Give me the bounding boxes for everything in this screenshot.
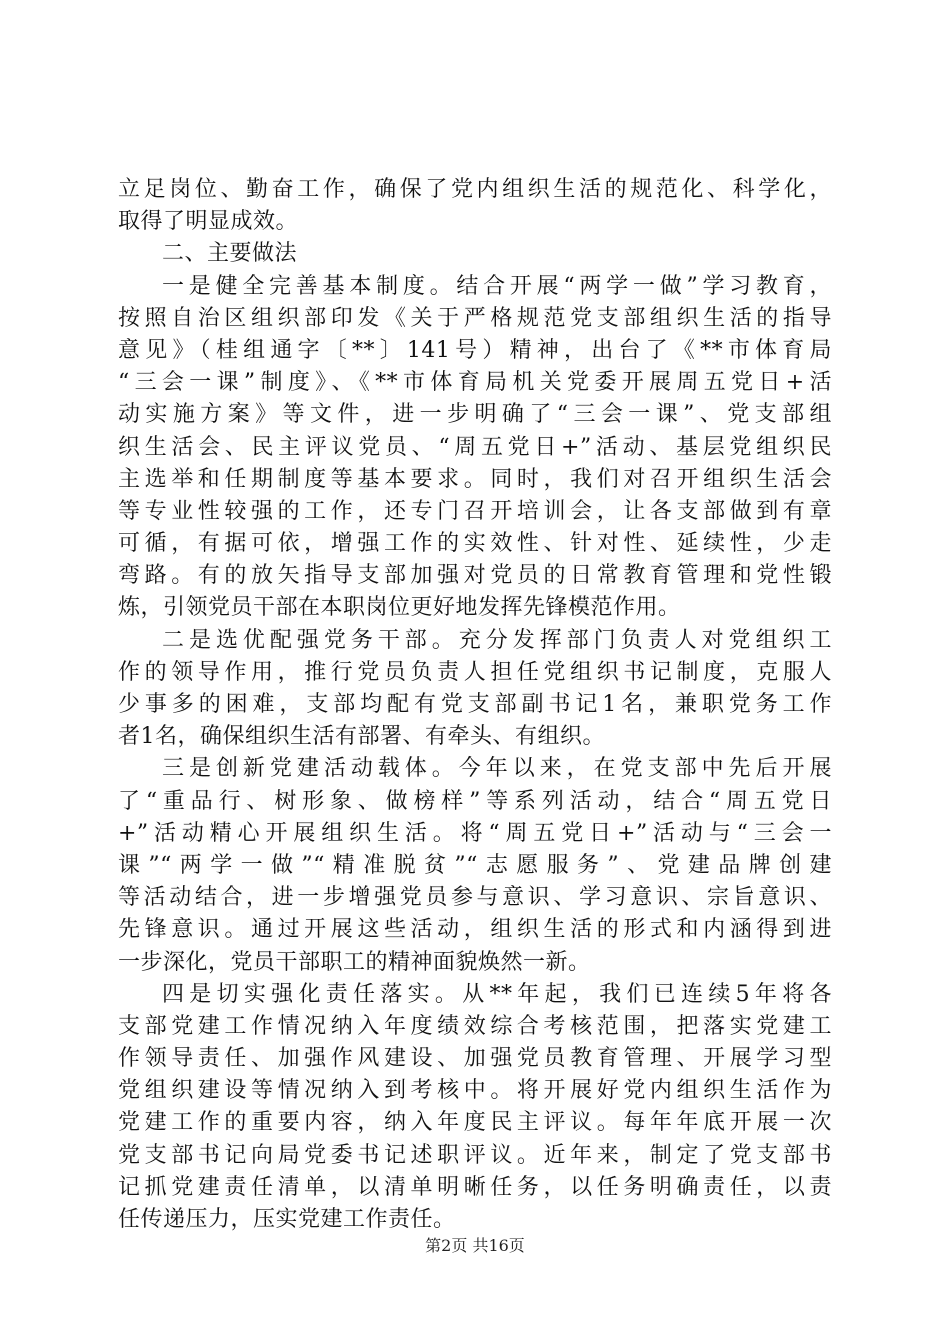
text-line: +”活动精心开展组织生活。将“周五党日+”活动与“三会一	[118, 820, 832, 846]
text-line: 少事多的困难，支部均配有党支部副书记1名，兼职党务工作	[118, 692, 832, 717]
text-line: 织生活会、民主评议党员、“周五党日+”活动、基层党组织民	[118, 434, 832, 460]
text-line: 等专业性较强的工作，还专门召开培训会，让各支部做到有章	[118, 498, 832, 524]
text-line: 主选举和任期制度等基本要求。同时，我们对召开组织生活会	[118, 466, 832, 492]
text-line: 四是切实强化责任落实。从**年起，我们已连续5年将各	[162, 981, 832, 1007]
paragraph-intro-tail	[118, 174, 832, 238]
body-text	[118, 174, 832, 1236]
paragraph-point-2	[118, 625, 832, 754]
text-line: 任传递压力，压实党建工作责任。	[118, 1207, 456, 1232]
paragraph-point-4	[118, 979, 832, 1237]
text-line: 等活动结合，进一步增强党员参与意识、学习意识、宗旨意识、	[118, 885, 832, 911]
page-number-footer: 第2页 共16页	[425, 1236, 525, 1255]
text-line: 记抓党建责任清单，以清单明晰任务，以任务明确责任，以责	[118, 1174, 832, 1200]
text-line: 动实施方案》等文件，进一步明确了“三会一课”、党支部组	[118, 402, 832, 428]
text-line: 课”“两学一做”“精准脱贫”“志愿服务”、党建品牌创建	[118, 852, 832, 878]
text-line: 可循，有据可依，增强工作的实效性、针对性、延续性，少走	[118, 531, 832, 557]
section-heading-text: 二、主要做法	[162, 241, 298, 267]
text-line: 弯路。有的放矢指导支部加强对党员的日常教育管理和党性锻	[118, 563, 832, 589]
paragraph-point-3	[118, 753, 832, 978]
text-line: 意见》（桂组通字〔**〕141号）精神，出台了《**市体育局	[118, 337, 832, 363]
text-line: 党组织建设等情况纳入到考核中。将开展好党内组织生活作为	[118, 1078, 832, 1104]
text-line: 立足岗位、勤奋工作，确保了党内组织生活的规范化、科学化，	[118, 177, 832, 202]
text-line: 党支部书记向局党委书记述职评议。近年来，制定了党支部书	[118, 1142, 832, 1168]
text-line: “三会一课”制度》、《**市体育局机关党委开展周五党日+活	[118, 370, 832, 396]
text-line: 作的领导作用，推行党员负责人担任党组织书记制度，克服人	[118, 659, 832, 685]
text-line: 炼，引领党员干部在本职岗位更好地发挥先锋模范作用。	[118, 595, 681, 621]
text-line: 了“重品行、树形象、做榜样”等系列活动，结合“周五党日	[118, 788, 832, 814]
text-line: 党建工作的重要内容，纳入年度民主评议。每年年底开展一次	[118, 1110, 832, 1136]
text-line: 二是选优配强党务干部。充分发挥部门负责人对党组织工	[162, 627, 832, 653]
text-line: 一是健全完善基本制度。结合开展“两学一做”学习教育，	[162, 273, 832, 299]
text-line: 支部党建工作情况纳入年度绩效综合考核范围，把落实党建工	[118, 1013, 832, 1039]
section-heading	[118, 238, 832, 270]
text-line: 先锋意识。通过开展这些活动，组织生活的形式和内涵得到进	[118, 917, 832, 943]
text-line: 作领导责任、加强作风建设、加强党员教育管理、开展学习型	[118, 1046, 832, 1072]
text-line: 者1名，确保组织生活有部署、有牵头、有组织。	[118, 724, 605, 750]
text-line: 按照自治区组织部印发《关于严格规范党支部组织生活的指导	[118, 305, 832, 331]
text-line: 取得了明显成效。	[118, 209, 299, 235]
text-line: 一步深化，党员干部职工的精神面貌焕然一新。	[118, 949, 591, 975]
text-line: 三是创新党建活动载体。今年以来，在党支部中先后开展	[162, 756, 832, 782]
paragraph-point-1	[118, 271, 832, 625]
